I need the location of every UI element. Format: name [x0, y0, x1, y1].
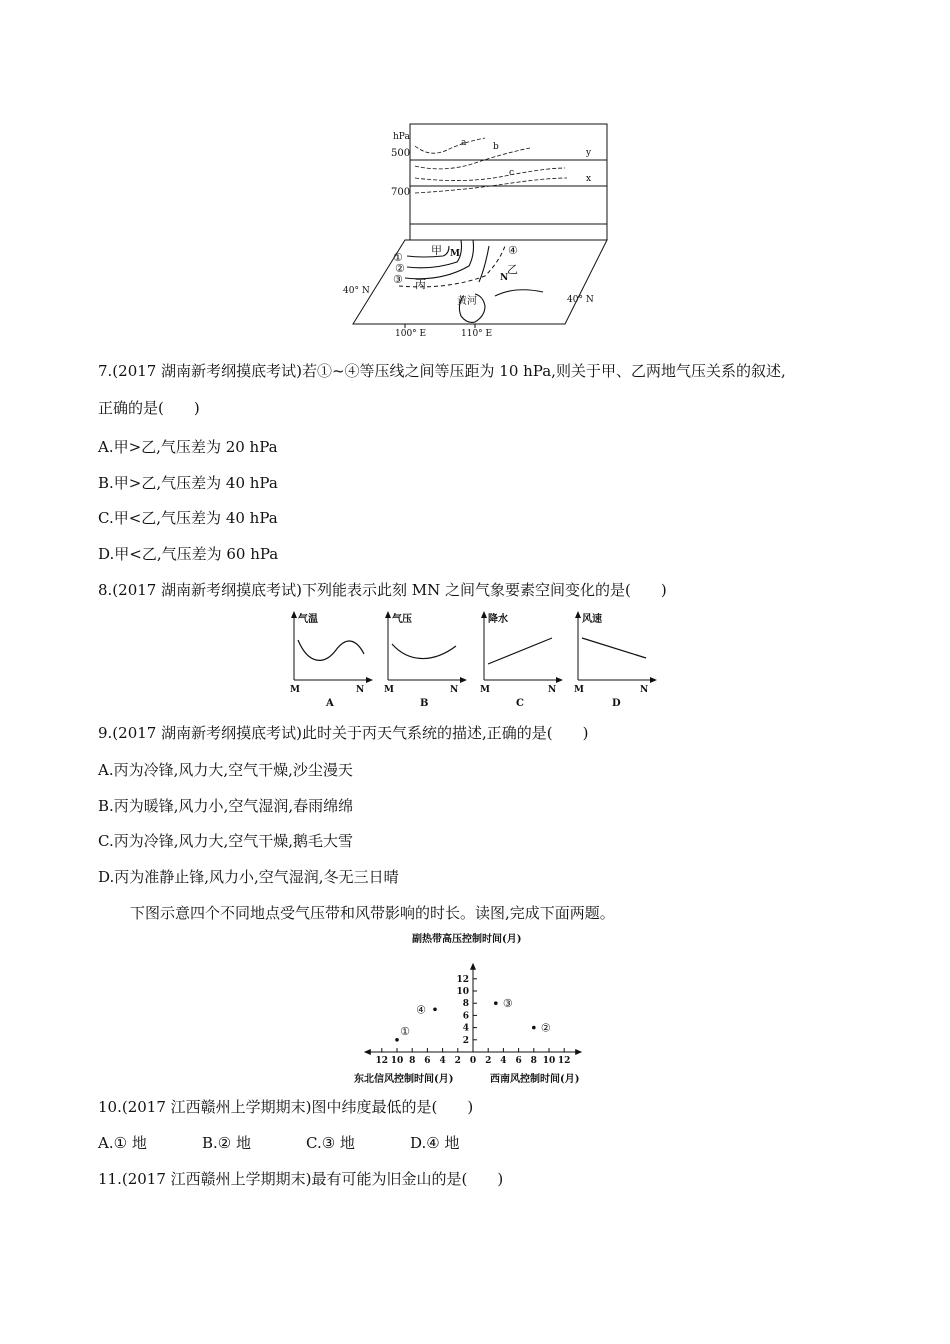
q8-b-ylabel: 气压: [392, 614, 412, 625]
p700-label: 700: [391, 187, 411, 198]
y-tick-label: 4: [462, 1023, 469, 1034]
label-yi: 乙: [507, 263, 518, 276]
q8-a-right: N: [356, 685, 365, 695]
lat-left: 40° N: [343, 286, 370, 296]
chart-xlabel-right: 西南风控制时间(月): [490, 1074, 580, 1085]
chart-title: 副热带高压控制时间(月): [412, 934, 522, 945]
q9-option-b: B.丙为暖锋,风力小,空气湿润,春雨绵绵: [98, 797, 354, 815]
y-tick-label: 6: [462, 1011, 469, 1022]
iso-1: ①: [393, 251, 403, 264]
q8-a-ylabel: 气温: [298, 614, 318, 625]
scatter-point: [494, 1001, 498, 1005]
x-tick-label-left: 12: [375, 1056, 389, 1066]
label-y: y: [586, 148, 592, 158]
chart-xlabel-left: 东北信风控制时间(月): [354, 1074, 454, 1085]
q10-stem: 10.(2017 江西赣州上学期期末)图中纬度最低的是( ): [98, 1098, 474, 1116]
x-tick-label-left: 8: [409, 1056, 416, 1066]
x-tick-label-left: 4: [439, 1056, 446, 1066]
x-tick-label-right: 4: [500, 1056, 507, 1066]
q7-stem-line1: 7.(2017 湖南新考纲摸底考试)若①~④等压线之间等压距为 10 hPa,则关于甲、乙两地气压关系的叙述,: [98, 362, 786, 380]
q8-stem: 8.(2017 湖南新考纲摸底考试)下列能表示此刻 MN 之间气象要素空间变化的是( ): [98, 581, 667, 599]
label-huanghe: 黄河: [457, 296, 477, 307]
q8-b-letter: B: [420, 698, 429, 709]
scatter-point-label: ①: [400, 1024, 410, 1038]
x-tick-label-left: 2: [454, 1056, 461, 1066]
intro-text: 下图示意四个不同地点受气压带和风带影响的时长。读图,完成下面两题。: [130, 904, 615, 922]
q8-panel-a: [290, 611, 373, 709]
q7-option-d: D.甲<乙,气压差为 60 hPa: [98, 545, 279, 563]
q8-panel-c: [480, 611, 563, 709]
y-tick-label: 8: [462, 999, 469, 1010]
x-tick-label-left: 6: [424, 1056, 431, 1066]
q8-d-left: M: [574, 685, 584, 695]
q8-d-right: N: [640, 685, 649, 695]
q8-d-ylabel: 风速: [582, 614, 602, 625]
lat-right: 40° N: [567, 295, 594, 305]
scatter-point-label: ④: [416, 1003, 426, 1017]
p500-label: 500: [391, 148, 411, 159]
q8-panels: [286, 608, 666, 710]
q7-option-a: A.甲>乙,气压差为 20 hPa: [98, 438, 278, 456]
q8-c-right: N: [548, 685, 557, 695]
y-tick-label: 10: [456, 987, 469, 997]
q8-c-letter: C: [516, 698, 524, 709]
isobar-figure: [335, 118, 625, 340]
y-axis-arrow: [470, 963, 476, 970]
q8-a-letter: A: [326, 698, 334, 709]
x-axis-right-arrow: [575, 1049, 582, 1055]
q9-stem: 9.(2017 湖南新考纲摸底考试)此时关于丙天气系统的描述,正确的是( ): [98, 724, 589, 742]
iso-4: ④: [508, 244, 518, 257]
scatter-point-label: ③: [502, 997, 513, 1011]
y-tick-label: 2: [462, 1035, 469, 1046]
q10-option-c: C.③ 地: [306, 1134, 355, 1152]
q8-panel-b: [384, 611, 467, 709]
scatter-point: [532, 1026, 536, 1030]
q9-option-c: C.丙为冷锋,风力大,空气干燥,鹅毛大雪: [98, 832, 354, 850]
q8-c-left: M: [480, 685, 490, 695]
q8-a-left: M: [290, 685, 300, 695]
iso-3: ③: [393, 273, 403, 286]
lon-100: 100° E: [395, 329, 427, 339]
lon-110: 110° E: [461, 329, 493, 339]
x-tick-label-left: 10: [390, 1056, 404, 1066]
label-bing: 丙: [415, 278, 426, 291]
label-jia: 甲: [431, 244, 442, 257]
x-axis-left-arrow: [364, 1049, 371, 1055]
q10-option-a: A.① 地: [98, 1134, 147, 1152]
label-a: a: [461, 138, 467, 148]
q7-stem-line2: 正确的是( ): [98, 399, 200, 417]
scatter-point: [395, 1038, 399, 1042]
q8-panel-d: [574, 611, 657, 709]
x-tick-label-origin: 0: [469, 1056, 477, 1066]
q8-c-ylabel: 降水: [488, 614, 508, 625]
q7-option-b: B.甲>乙,气压差为 40 hPa: [98, 474, 278, 492]
q9-option-d: D.丙为准静止锋,风力小,空气湿润,冬无三日晴: [98, 868, 399, 886]
scatter-chart: [350, 928, 600, 1088]
q9-option-a: A.丙为冷锋,风力大,空气干燥,沙尘漫天: [98, 761, 353, 779]
q8-b-right: N: [450, 685, 459, 695]
y-tick-label: 12: [456, 974, 469, 985]
x-tick-label-right: 6: [515, 1056, 522, 1066]
label-c: c: [509, 168, 515, 178]
q10-option-d: D.④ 地: [410, 1134, 460, 1152]
x-tick-label-right: 10: [542, 1056, 556, 1066]
hpa-label: hPa: [393, 132, 410, 142]
scatter-point: [433, 1008, 437, 1012]
label-b: b: [493, 142, 499, 152]
label-n: N: [500, 273, 509, 283]
q8-d-letter: D: [612, 698, 621, 709]
q10-option-b: B.② 地: [202, 1134, 252, 1152]
q11-stem: 11.(2017 江西赣州上学期期末)最有可能为旧金山的是( ): [98, 1170, 504, 1188]
label-x: x: [586, 174, 592, 184]
scatter-point-label: ②: [540, 1021, 551, 1035]
x-tick-label-right: 12: [557, 1056, 571, 1066]
q7-option-c: C.甲<乙,气压差为 40 hPa: [98, 509, 278, 527]
label-m: M: [450, 249, 460, 259]
iso-2: ②: [395, 262, 405, 275]
x-tick-label-right: 8: [530, 1056, 537, 1066]
x-tick-label-right: 2: [485, 1056, 492, 1066]
q8-b-left: M: [384, 685, 394, 695]
